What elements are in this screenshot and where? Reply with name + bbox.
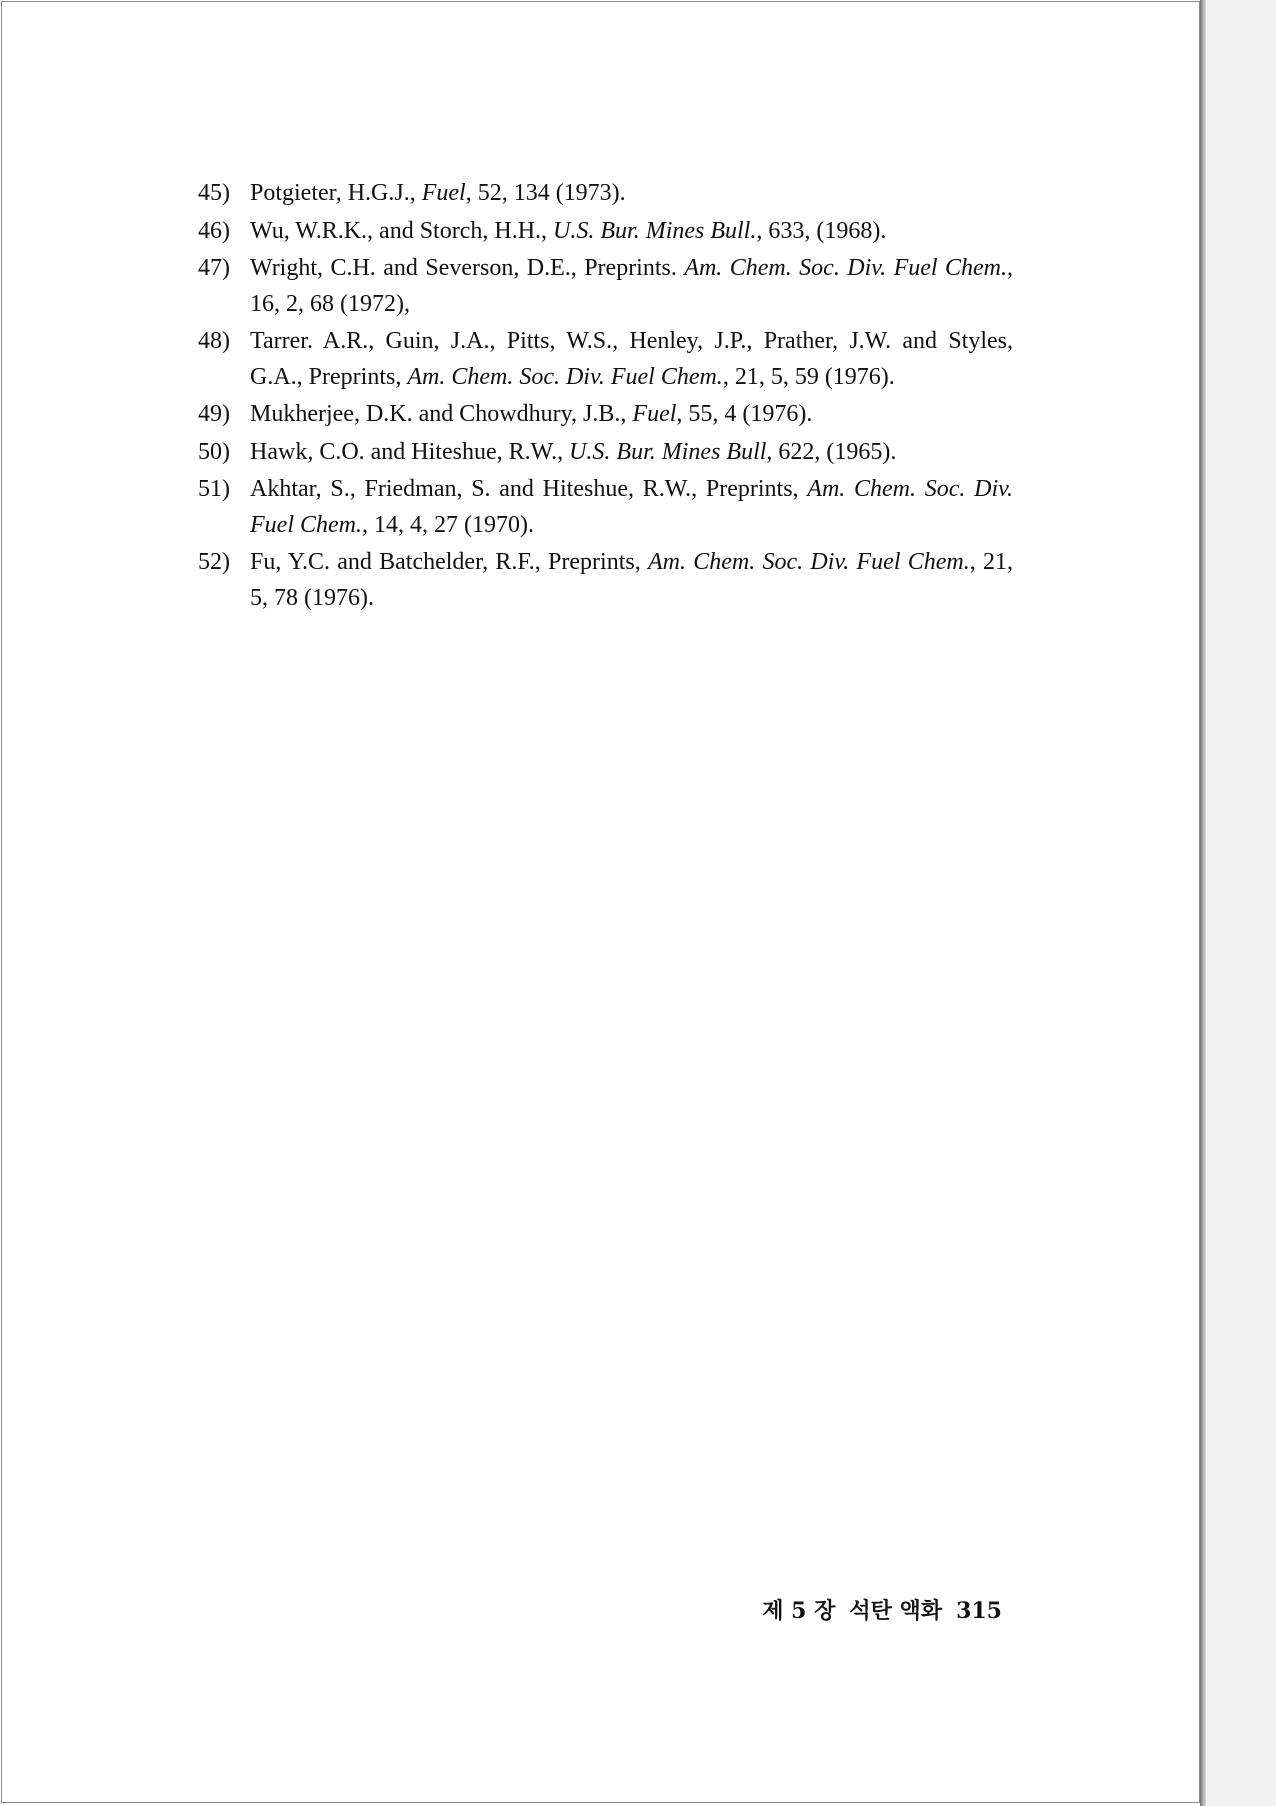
journal-title: U.S. Bur. Mines Bull: [569, 438, 767, 465]
reference-text: [250, 472, 1013, 543]
reference-text: [250, 324, 1013, 395]
reference-number: 50): [198, 438, 230, 465]
journal-title: U.S. Bur. Mines Bull.: [553, 217, 757, 244]
reference-number: 48): [198, 328, 230, 354]
reference-segment: Akhtar, S., Friedman, S. and Hiteshue, R.W., Preprints,: [250, 476, 808, 502]
reference-item: [198, 397, 1013, 433]
reference-segment: , 622, (1965).: [766, 438, 897, 465]
footer-title: 석탄 액화: [849, 1598, 943, 1624]
page-footer: [702, 1594, 1002, 1625]
page-number: 315: [956, 1598, 1002, 1624]
reference-segment: Mukherjee, D.K. and Chowdhury, J.B.,: [250, 401, 633, 427]
reference-number: 49): [198, 401, 230, 427]
reference-segment: Wu, W.R.K., and Storch, H.H.,: [250, 217, 554, 244]
reference-item: [198, 214, 1013, 250]
reference-segment: , 633, (1968).: [756, 217, 887, 244]
reference-segment: , 21, 5, 78 (1976).: [250, 549, 1014, 611]
reference-item: [198, 176, 1013, 212]
document-page: [1, 1, 1200, 1803]
reference-segment: Wright, C.H. and Severson, D.E., Preprints.: [250, 255, 685, 281]
reference-text: [250, 176, 1013, 212]
reference-number: 46): [198, 217, 230, 244]
journal-title: Fuel: [632, 401, 677, 427]
journal-title: Am. Chem. Soc. Div. Fuel Chem.: [407, 363, 723, 390]
reference-text: [250, 214, 1013, 250]
reference-item: [198, 545, 1013, 616]
reference-segment: Tarrer. A.R., Guin, J.A., Pitts, W.S., Henley, J.P., Prather, J.W. and Styles, G.A., Preprints,: [250, 328, 1013, 390]
reference-number: 47): [198, 255, 230, 281]
reference-segment: Fu, Y.C. and Batchelder, R.F., Preprints,: [250, 549, 648, 575]
reference-list: [198, 176, 1013, 618]
journal-title: Am. Chem. Soc. Div. Fuel Chem.: [647, 549, 970, 575]
reference-item: [198, 324, 1013, 395]
reference-text: [250, 251, 1013, 322]
reference-segment: Hawk, C.O. and Hiteshue, R.W.,: [250, 438, 570, 465]
journal-title: Am. Chem. Soc. Div. Fuel Chem.: [684, 255, 1008, 281]
reference-item: [198, 435, 1013, 471]
viewer-gutter: [1206, 0, 1276, 1806]
reference-text: [250, 435, 1013, 471]
reference-number: 52): [198, 549, 230, 575]
reference-segment: , 14, 4, 27 (1970).: [361, 511, 534, 538]
journal-title: Am. Chem. Soc. Div. Fuel Chem.: [250, 476, 1013, 538]
reference-segment: , 52, 134 (1973).: [465, 180, 626, 206]
reference-number: 45): [198, 180, 230, 206]
reference-item: [198, 251, 1013, 322]
reference-segment: , 16, 2, 68 (1972),: [250, 255, 1014, 317]
reference-segment: , 55, 4 (1976).: [676, 401, 813, 427]
reference-segment: Potgieter, H.G.J.,: [250, 180, 422, 206]
footer-chapter: 제 5 장: [762, 1598, 836, 1624]
reference-number: 51): [198, 476, 230, 502]
reference-segment: , 21, 5, 59 (1976).: [722, 363, 895, 390]
reference-item: [198, 472, 1013, 543]
journal-title: Fuel: [421, 180, 466, 206]
reference-text: [250, 545, 1013, 616]
reference-text: [250, 397, 1013, 433]
